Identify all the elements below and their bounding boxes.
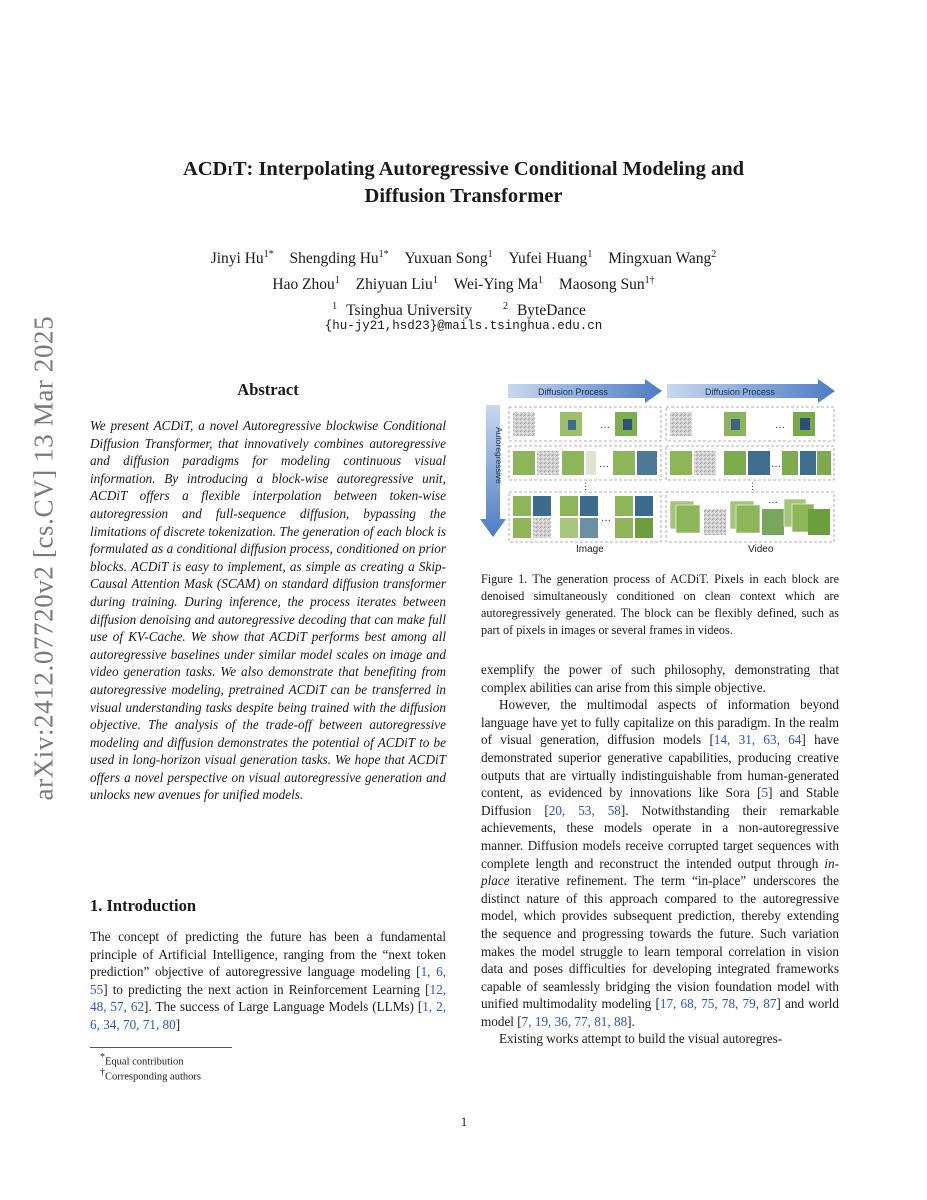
citation-link[interactable]: 7, 19, 36, 77, 81, 88 (521, 1013, 628, 1029)
figure-1 (480, 379, 838, 557)
paragraph: Existing works attempt to build the visual autoregres- (499, 1031, 783, 1047)
footnote-divider (90, 1047, 232, 1048)
author: Jinyi $Hu^{1*}$ (210, 249, 274, 268)
author: Maosong Sun$^{1\dagger}$ (558, 275, 655, 294)
citation-link[interactable]: 12, 48, 57, 62 (90, 981, 446, 1015)
page-number: 1 (460, 1114, 468, 1129)
citation-link[interactable]: 20, 53, 58 (548, 802, 621, 818)
diffusion-label-image: Diffusion Process (538, 387, 608, 397)
affiliation: $^1$ Tsinghua University (332, 301, 473, 320)
svg-text:…: … (601, 513, 611, 524)
title-acdit: ACDiT (182, 158, 247, 180)
author: Shengding $Hu^{1*}$ (289, 249, 389, 268)
svg-text:⋮: ⋮ (581, 481, 590, 491)
svg-text:…: … (600, 420, 610, 431)
author: Wei-Ying Ma$^1$ (453, 275, 544, 294)
citation-link[interactable]: 14, 31, 63, 64 (713, 732, 802, 748)
citation-link[interactable]: 17, 68, 75, 78, 79, 87 (659, 996, 777, 1012)
image-label: Image (576, 544, 604, 555)
svg-text:…: … (771, 459, 781, 470)
paragraph: exemplify the power of such philosophy, demonstrating that complex abilities can arise from this simple objective. (481, 662, 839, 695)
autoregressive-label: Autoregressive (494, 427, 504, 484)
author: Mingxuan Wang$^2$ (608, 249, 717, 268)
title-line1: : Interpolating Autoregressive Conditional Modeling and (246, 158, 745, 180)
author-email[interactable]: {hu-jy21,hsd23}@mails.tsinghua.edu.cn (324, 319, 603, 333)
citation-link[interactable]: 1, 6, 55 (90, 964, 447, 997)
svg-text:…: … (775, 420, 785, 431)
footnote-corresponding: †Corresponding authors (100, 1067, 201, 1083)
abstract-heading: Abstract (237, 380, 299, 399)
right-column-text (481, 661, 839, 1048)
svg-text:…: … (599, 459, 609, 470)
author-list (110, 244, 817, 296)
abstract-text: We present ACDiT, a novel Autoregressive blockwise Conditional Diffusion Transformer, that innovatively combines autoregressive and diffusion paradigms for modeling continuous visual information. By introducing a block-wise autoregressive unit, ACDiT offers a flexible interpolation between token-wise autoregression and full-sequence diffusion, bypassing the limitations of discrete tokenization. The generation of each block is formulated as a conditional diffusion process, conditioned on prior blocks. ACDiT is easy to implement, as simple as creating a Skip-Causal Attention Mask (SCAM) on standard diffusion transformer during training. During inference, the process iterates between diffusion denoising and autoregressive decoding that can make full use of KV-Cache. We show that ACDiT performs best among all autoregressive baselines under similar model scales on image and video generation tasks. We also demonstrate that benefiting from autoregressive modeling, pretrained ACDiT can be transferred in visual understanding tasks despite being trained with the diffusion objective. The analysis of the trade-off between autoregressive modeling and diffusion demonstrates the potential of ACDiT to be used in long-horizon visual generation tasks. We hope that ACDiT offers a novel perspective on visual autoregressive generation and unlocks new avenues for unified models. (90, 418, 446, 803)
footnote-equal: *Equal contribution (100, 1052, 184, 1068)
svg-text:…: … (768, 495, 778, 506)
paper-title (100, 156, 827, 210)
author: Zhiyuan Liu$^1$ (355, 275, 438, 294)
citation-link[interactable]: 5 (761, 785, 769, 801)
svg-text:⋮: ⋮ (748, 481, 757, 491)
diffusion-label-video: Diffusion Process (705, 387, 775, 397)
video-label: Video (748, 544, 774, 555)
author: Yuxuan Song$^1$ (404, 249, 493, 268)
title-line2: Diffusion Transformer (364, 185, 563, 207)
arxiv-stamp: arXiv:2412.07720v2 [cs.CV] 13 Mar 2025 (28, 315, 59, 801)
author: Hao Zhou$^1$ (272, 275, 340, 294)
paragraph: However, the multimodal aspects of information beyond language have yet to fully capitalize on this paradigm. In the realm of visual generation, diffusion models [14, 31, 63, 64] have demonstrated superior generative capabilities, producing creative outputs that are virtually indistinguishable from human-generated content, as evidenced by innovations like Sora [5] and Stable Diffusion [20, 53, 58]. Notwithstanding their remarkable achievements, these models operate in a non-autoregressive manner. Diffusion models receive corrupted target sequences with complete length and reconstruct the intended output through in-place iterative refinement. The term “in-place” underscores the distinct nature of this approach compared to the autoregressive model, which provides subsequent prediction, thereby extending the sequence and progressing towards the future. Such variation makes the model struggle to learn temporal correlation in vision data and poses difficulties for developing integrated frameworks capable of seamlessly bridging the vision foundation model with unified multimodality modeling [17, 68, 75, 78, 79, 87] and world model [7, 19, 36, 77, 81, 88]. (481, 697, 840, 1029)
citation-link[interactable]: 1, 2, 6, 34, 70, 71, 80 (90, 999, 447, 1032)
affiliation: $^2$ ByteDance (502, 301, 586, 320)
author: Yufei Huang$^1$ (508, 249, 593, 268)
figure-caption: Figure 1. The generation process of ACDiT. Pixels in each block are denoised simultaneously conditioned on clean context which are autoregressively generated. The block can be flexibly defined, such as part of pixels in images or several frames in videos. (481, 572, 839, 637)
intro-text: The concept of predicting the future has been a fundamental principle of Artificial Intelligence, ranging from the “next token prediction” objective of autoregressive language modeling [1, 6, 55] to predicting the next action in Reinforcement Learning [12, 48, 57, 62]. The success of Large Language Models (LLMs) [1, 2, 6, 34, 70, 71, 80] (90, 929, 447, 1032)
intro-heading: 1. Introduction (90, 896, 197, 915)
